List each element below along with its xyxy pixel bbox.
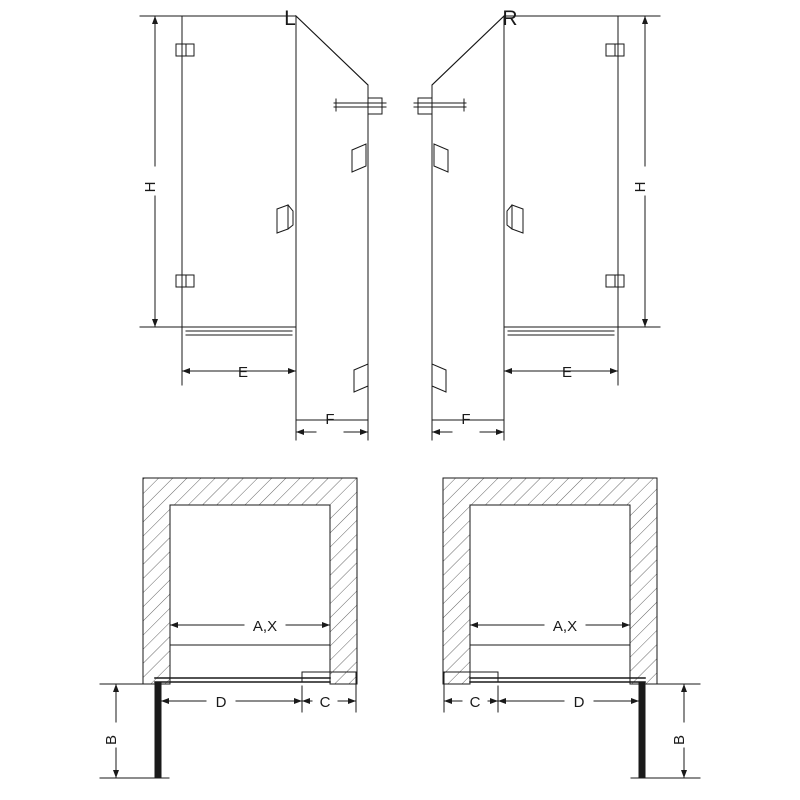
dim-height-left: H — [142, 181, 159, 193]
wall-hatching-right — [443, 478, 657, 684]
title-right: R — [502, 7, 518, 30]
hinge-upper-right — [606, 44, 624, 56]
dim-door-left-front: E — [237, 364, 249, 381]
dim-depth-right-plan: B — [671, 734, 688, 746]
dim-panel-right-front: F — [461, 411, 471, 428]
door-handle-left — [277, 205, 293, 233]
door-handle-right — [507, 205, 523, 233]
dim-door-left-plan: D — [215, 694, 227, 711]
wall-bracket-upper-right — [352, 144, 366, 172]
door-leaf-plan-left — [151, 682, 169, 778]
plan-view-left — [100, 478, 357, 778]
front-view-right — [414, 16, 660, 440]
dim-panel-left-front: F — [325, 411, 335, 428]
hinge-upper-left — [176, 44, 194, 56]
dim-panel-left-plan: C — [319, 694, 331, 711]
door-leaf-plan-right — [631, 682, 649, 778]
dim-width-left-plan: A,X — [252, 618, 278, 635]
wall-bracket-upper-left — [434, 144, 448, 172]
dim-door-right-front: E — [561, 364, 573, 381]
hinge-lower-left — [176, 275, 194, 287]
dim-height-right: H — [632, 181, 649, 193]
wall-bracket-lower-right — [354, 364, 368, 392]
wall-bracket-lower-left — [432, 364, 446, 392]
hinge-lower-right — [606, 275, 624, 287]
title-left: L — [284, 7, 296, 30]
dim-width-right-plan: A,X — [552, 618, 578, 635]
dim-door-right-plan: D — [573, 694, 585, 711]
dim-panel-right-plan: C — [469, 694, 481, 711]
front-view-left — [140, 16, 386, 440]
support-bar-right-view — [414, 98, 466, 114]
dim-depth-left-plan: B — [103, 734, 120, 746]
wall-hatching-left — [143, 478, 357, 684]
support-bar-left-view — [334, 98, 386, 114]
